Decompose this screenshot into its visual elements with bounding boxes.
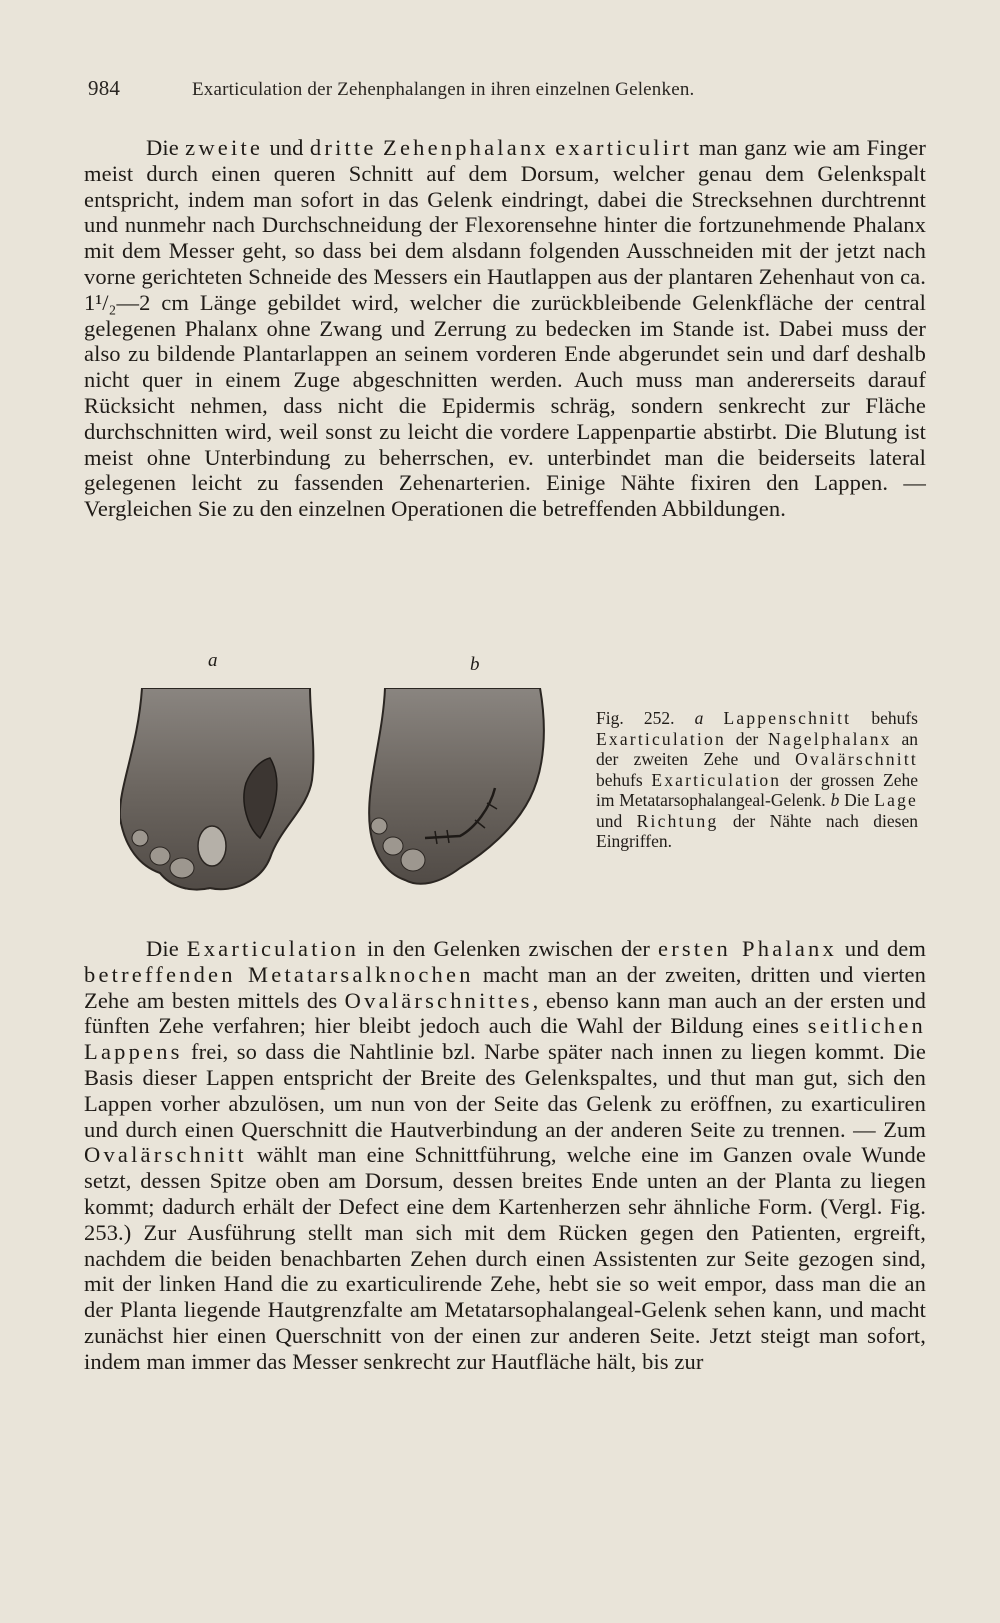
text: behufs xyxy=(851,708,918,728)
figure-label-b: b xyxy=(470,654,480,675)
emphasis: exarticulirt xyxy=(555,135,693,160)
text: Die xyxy=(839,790,875,810)
foot-b-drawing xyxy=(369,688,544,884)
emphasis: Lappenschnitt xyxy=(723,708,852,728)
emphasis: Lage xyxy=(874,790,918,810)
paragraph-2 xyxy=(84,936,926,1375)
emphasis: zweite xyxy=(185,135,264,160)
emphasis: Ovalärschnittes xyxy=(344,987,533,1013)
emphasis: Ovalärschnitt xyxy=(84,1142,247,1168)
text: der grossen Zehe im Metatarsophalangeal-Gelenk. xyxy=(596,769,918,810)
emphasis: ersten Phalanx xyxy=(658,936,837,961)
text: Fig. 252. xyxy=(596,708,695,728)
emphasis: betreffenden Metatarsalknochen xyxy=(84,961,474,987)
text: wählt man eine Schnittführung, welche eine im Ganzen ovale Wunde setzt, dessen Spitze oben am Dorsum, dessen breites Ende unten an der Planta zu liegen kommt; dadurch erhält der Defect eine dem Kartenherzen sehr ähnliche Form. (Vergl. Fig. 253.) Zur Ausführung stellt man sich mit dem Rücken gegen den Patienten, ergreift, nachdem die beiden benachbarten Zehen durch einen Assistenten zur Seite gezogen sind, mit der linken Hand die zu exarticulirende Zehe, hebt sie so weit empor, dass man die an der Planta liegende Hautgrenzfalte am Metatarsophalangeal-Gelenk sehen kann, und macht zunächst hier einen Querschnitt von der einen zur anderen Seite. Jetzt steigt man sofort, indem man immer das Messer senkrecht zur Hautfläche hält, bis zur xyxy=(84,1142,926,1374)
text: man ganz wie am Finger meist durch einen queren Schnitt auf dem Dorsum, welcher genau dem Gelenkspalt entspricht, indem man sofort in das Gelenk eindringt, dabei die Strecksehnen durchtrennt und nunmehr nach Durchschneidung der Flexorensehne hinter die fortzunehmende Phalanx mit dem Messer geht, so dass bei dem alsdann folgenden Ausschneiden mit der jetzt nach vorne gerichteten Schneide des Messers ein Hautlappen aus der plantaren Zehenhaut von ca. 1¹/₂—2 cm Länge gebildet wird, welcher die zurückbleibende Gelenkfläche der central gelegenen Phalanx ohne Zwang und Zerrung zu bedecken im Stande ist. Dabei muss der also zu bildende Plantarlappen an seinem vorderen Ende abgerundet sein und darf deshalb nicht quer in einem Zuge abgeschnitten werden. Auch muss man andererseits darauf Rücksicht nehmen, dass nicht die Epidermis schräg, sondern senkrecht zur Fläche durchschnitten wird, weil sonst zu leicht die vordere Lappenpartie abstirbt. Die Blutung ist meist ohne Unterbindung zu beherrschen, ev. unterbindet man die beiderseits lateral gelegenen leicht zu fassenden Zehenarterien. Einige Nähte fixiren den Lappen. — Vergleichen Sie zu den einzelnen Operationen die betreffenden Abbildungen. xyxy=(84,135,926,522)
text: behufs xyxy=(596,769,652,790)
text: und xyxy=(263,135,310,160)
text: macht man an der zweiten, dritten und vierten Zehe am besten mittels des xyxy=(84,961,926,1013)
text: in den Gelenken zwischen der xyxy=(359,936,659,961)
text: der xyxy=(725,728,769,749)
emphasis: Ovalärschnitt xyxy=(795,749,918,769)
text xyxy=(703,708,723,728)
figure-label-a: a xyxy=(208,650,218,671)
emphasis: Zehenphalanx xyxy=(383,135,549,160)
emphasis: Richtung xyxy=(636,810,719,831)
text: Die xyxy=(146,135,186,160)
emphasis: Nagelphalanx xyxy=(768,728,892,749)
emphasis: Exarticulation xyxy=(651,769,782,790)
text: Die xyxy=(146,936,187,961)
page-number: 984 xyxy=(88,76,121,100)
emphasis: Exarticulation xyxy=(186,936,360,961)
running-title: Exarticulation der Zehenphalangen in ihren einzelnen Gelenken. xyxy=(192,79,695,100)
figure-caption xyxy=(596,708,918,852)
foot-illustration xyxy=(120,688,570,938)
emphasis: a xyxy=(694,708,704,728)
running-header xyxy=(88,76,918,101)
text: und xyxy=(596,810,637,831)
emphasis: Exarticulation xyxy=(596,728,726,749)
emphasis: seitlichen Lappens xyxy=(84,1013,926,1065)
text: und dem xyxy=(836,936,926,961)
paragraph-1 xyxy=(84,135,926,522)
foot-a-drawing xyxy=(120,688,313,890)
emphasis: b xyxy=(830,790,840,810)
text: frei, so dass die Nahtlinie bzl. Narbe später nach innen zu liegen kommt. Die Basis dieser Lappen entspricht der Breite des Gelenkspaltes, und thut man gut, sich den Lappen vorher abzulösen, um nun von der Seite das Gelenk zu eröffnen, zu exarticuliren und durch einen Querschnitt die Hautverbindung an der anderen Seite zu trennen. — Zum xyxy=(84,1039,926,1142)
text: der Nähte nach diesen Eingriffen. xyxy=(596,810,918,851)
text: , ebenso kann man auch an der ersten und fünften Zehe verfahren; hier bleibt jedoch auch die Wahl der Bildung eines xyxy=(84,987,926,1039)
text: an der zweiten Zehe und xyxy=(596,728,918,769)
emphasis: dritte xyxy=(309,135,377,160)
